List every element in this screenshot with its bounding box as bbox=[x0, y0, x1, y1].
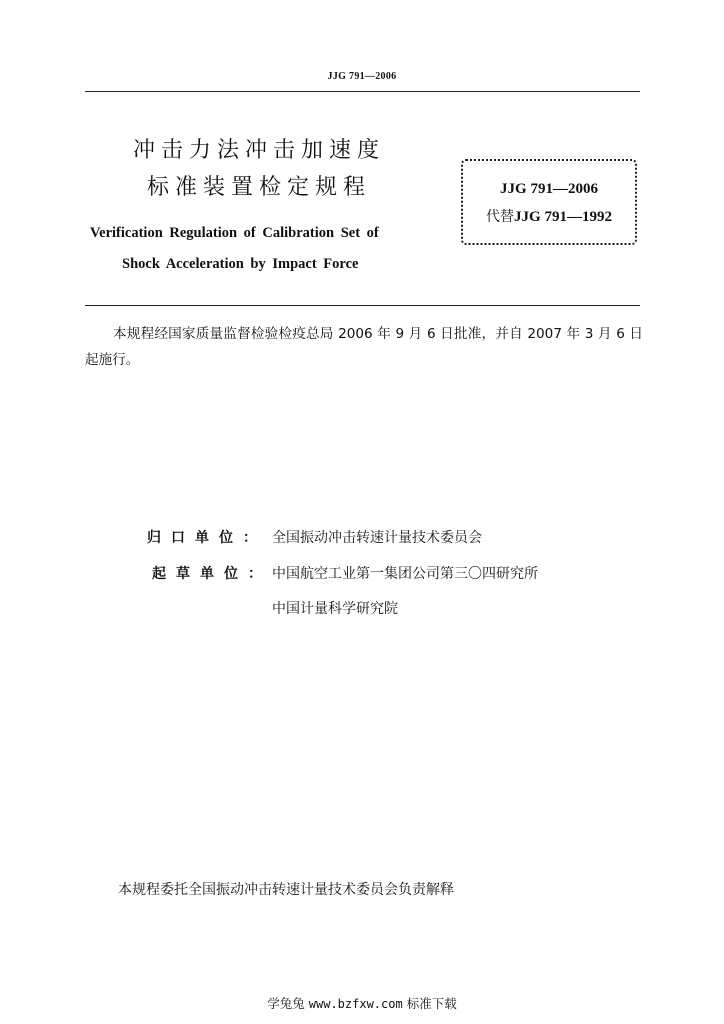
footer-watermark bbox=[0, 994, 724, 1012]
responsible-unit-label bbox=[147, 527, 257, 547]
drafting-unit-label bbox=[152, 563, 262, 583]
title-zh-line-2: 标准装置检定规程 bbox=[147, 175, 372, 200]
header-standard-code: JJG 791—2006 bbox=[327, 71, 397, 82]
top-divider bbox=[85, 91, 640, 92]
responsible-unit-colon: ： bbox=[243, 530, 257, 546]
approval-statement: 本规程经国家质量监督检验检疫总局 2006 年 9 月 6 日批准，并自 2007 年 3 月 6 日起施行。 bbox=[85, 326, 643, 368]
footer-site-name: 学兔兔 bbox=[267, 996, 305, 1011]
replaces-prefix: 代替 bbox=[486, 209, 515, 225]
footer-url[interactable]: www.bzfxw.com bbox=[308, 997, 403, 1011]
title-zh-line-1: 冲击力法冲击加速度 bbox=[133, 138, 386, 163]
responsible-unit-label-text: 归口单位 bbox=[147, 530, 243, 546]
drafting-unit-value-1: 中国航空工业第一集团公司第三〇四研究所 bbox=[272, 566, 538, 582]
interpretation-statement: 本规程委托全国振动冲击转速计量技术委员会负责解释 bbox=[118, 882, 454, 898]
drafting-unit-label-text: 起草单位 bbox=[152, 566, 248, 582]
title-en-line-2: Shock Acceleration by Impact Force bbox=[122, 256, 359, 272]
middle-divider bbox=[85, 305, 640, 306]
footer-download-text: 标准下载 bbox=[406, 996, 457, 1011]
title-en-line-1: Verification Regulation of Calibration Set of bbox=[90, 225, 379, 241]
drafting-unit-value-2: 中国计量科学研究院 bbox=[272, 601, 398, 617]
responsible-unit-value: 全国振动冲击转速计量技术委员会 bbox=[272, 530, 482, 546]
replaces-line bbox=[463, 206, 635, 226]
replaces-code: JJG 791—1992 bbox=[514, 209, 612, 225]
drafting-unit-colon: ： bbox=[248, 566, 262, 582]
standard-code: JJG 791—2006 bbox=[500, 181, 598, 197]
standard-code-box bbox=[461, 159, 637, 245]
